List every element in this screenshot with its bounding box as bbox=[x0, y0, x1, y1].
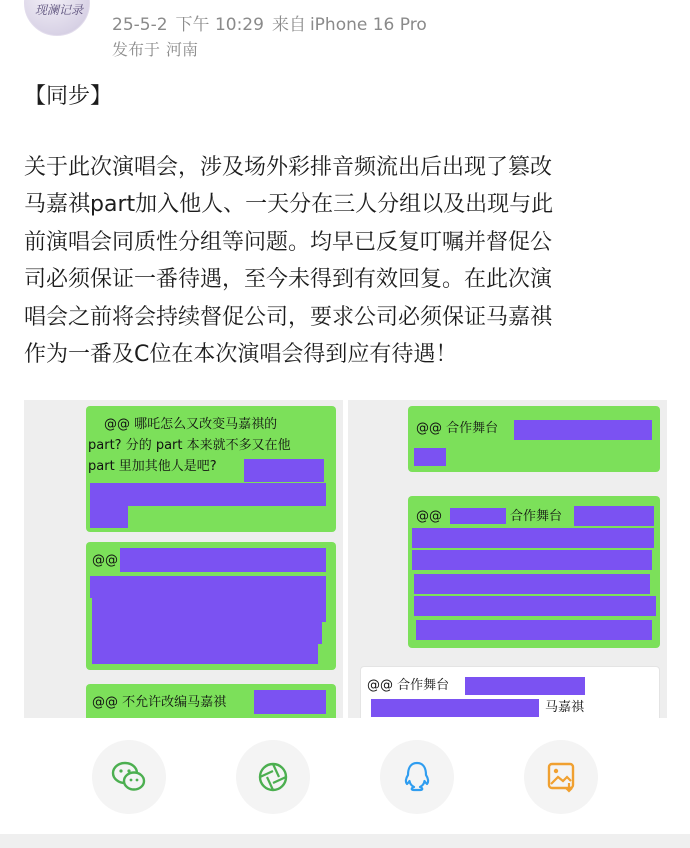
save-image-button[interactable] bbox=[524, 740, 598, 814]
post-line: 马嘉祺part加入他人、一天分在三人分组以及出现与此 bbox=[24, 192, 554, 217]
bottom-strip bbox=[0, 834, 690, 848]
redaction-block bbox=[254, 690, 326, 714]
post-line: 唱会之前将会持续督促公司，要求公司必须保证马嘉祺 bbox=[24, 304, 553, 330]
redaction-block bbox=[120, 548, 326, 572]
redaction-block bbox=[90, 506, 128, 528]
location-name: 河南 bbox=[166, 40, 199, 59]
bubble-line: @@ 合作舞台 bbox=[416, 421, 499, 436]
redaction-block bbox=[90, 576, 326, 598]
redaction-block bbox=[92, 644, 318, 664]
chat-bubble bbox=[86, 406, 336, 532]
bubble-line: @@ 合作舞台 bbox=[367, 678, 450, 693]
source-device: iPhone 16 Pro bbox=[309, 15, 427, 35]
post-images bbox=[24, 400, 667, 718]
post-time: 下午 10:29 bbox=[175, 15, 264, 35]
share-moments-button[interactable] bbox=[236, 740, 310, 814]
redaction-block bbox=[414, 596, 656, 616]
redaction-block bbox=[416, 620, 652, 640]
share-wechat-button[interactable] bbox=[92, 740, 166, 814]
redaction-block bbox=[414, 574, 650, 594]
chat-screenshot-right[interactable] bbox=[348, 400, 667, 718]
redaction-block bbox=[574, 506, 654, 526]
redaction-block bbox=[92, 622, 322, 644]
chat-bubble bbox=[86, 684, 336, 718]
redaction-block bbox=[90, 483, 326, 506]
bubble-label: 合作舞台 bbox=[510, 509, 563, 524]
bubble-prefix: @@ bbox=[92, 553, 118, 568]
bubble-line: @@ 哪吒怎么又改变马嘉祺的 bbox=[104, 417, 278, 432]
redaction-block bbox=[465, 677, 585, 695]
avatar-text: 现澜记录 bbox=[34, 3, 83, 17]
redaction-block bbox=[414, 448, 446, 466]
bubble-line: part? 分的 part 本来就不多又在他 bbox=[88, 438, 291, 453]
redaction-block bbox=[412, 550, 652, 570]
post-line: 关于此次演唱会，涉及场外彩排音频流出后出现了篡改 bbox=[24, 154, 553, 180]
location-prefix: 发布于 bbox=[112, 40, 161, 59]
qq-icon bbox=[397, 757, 437, 797]
bubble-label: 马嘉祺 bbox=[545, 700, 585, 715]
wechat-icon bbox=[109, 757, 149, 797]
post-header bbox=[0, 0, 690, 70]
chat-bubble bbox=[408, 496, 660, 648]
redaction-block bbox=[514, 420, 652, 440]
redaction-block bbox=[92, 598, 326, 622]
chat-bubble bbox=[360, 666, 660, 718]
post-location bbox=[112, 37, 204, 60]
moments-icon bbox=[253, 757, 293, 797]
redaction-block bbox=[450, 508, 506, 524]
chat-bubble bbox=[86, 542, 336, 670]
bubble-line: part 里加其他人是吧? bbox=[88, 459, 217, 474]
avatar[interactable] bbox=[24, 0, 90, 36]
bubble-line: @@ 不允许改编马嘉祺 bbox=[92, 695, 227, 710]
source-prefix: 来自 bbox=[271, 15, 306, 35]
post-body bbox=[24, 78, 669, 374]
chat-screenshot-left[interactable] bbox=[24, 400, 343, 718]
redaction-block bbox=[371, 699, 539, 717]
post-meta bbox=[112, 10, 435, 35]
chat-bubble bbox=[408, 406, 660, 472]
post-line: 前演唱会同质性分组等问题。均早已反复叮嘱并督促公 bbox=[24, 229, 553, 255]
share-qq-button[interactable] bbox=[380, 740, 454, 814]
post-date: 25-5-2 bbox=[112, 15, 168, 35]
post-tag: 【同步】 bbox=[24, 84, 113, 109]
save-image-icon bbox=[541, 757, 581, 797]
share-bar bbox=[0, 730, 690, 824]
bubble-prefix: @@ bbox=[416, 509, 442, 524]
post-line: 作为一番及C位在本次演唱会得到应有待遇！ bbox=[24, 342, 458, 367]
post-line: 司必须保证一番待遇，至今未得到有效回复。在此次演 bbox=[24, 267, 553, 292]
redaction-block bbox=[244, 459, 324, 482]
redaction-block bbox=[412, 528, 654, 548]
